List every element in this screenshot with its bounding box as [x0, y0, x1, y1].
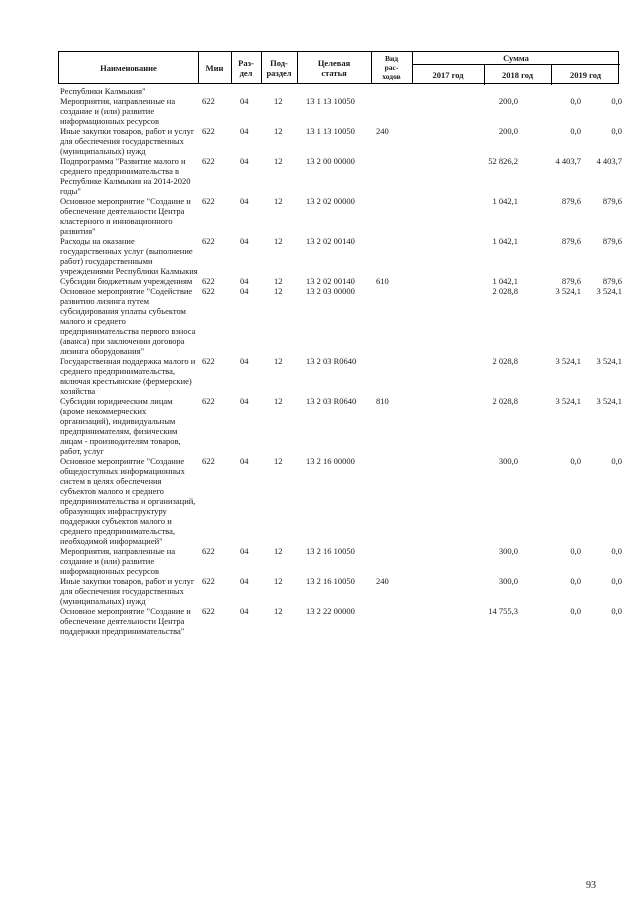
row-sum-2017: 200,0: [498, 96, 518, 106]
row-sum-2019: 0,0: [611, 576, 622, 586]
row-celevaya: 13 2 02 00000: [306, 196, 355, 206]
table-row: [60, 396, 620, 456]
row-razdel: 04: [240, 356, 249, 366]
row-sum-2019: 0,0: [611, 96, 622, 106]
row-name: Государственная поддержка малого и среднего предпринимательства, включая крестьянские (фермерские) хозяйства: [60, 356, 196, 396]
row-sum-2017: 2 028,8: [492, 356, 518, 366]
table-row: [60, 546, 620, 576]
row-sum-2018: 0,0: [570, 576, 581, 586]
header-2018: 2018 год: [501, 70, 534, 80]
row-name: Мероприятия, направленные на создание и (или) развитие информационных ресурсов: [60, 96, 176, 126]
row-sum-2019: 3 524,1: [596, 356, 622, 366]
row-celevaya: 13 2 02 00140: [306, 236, 355, 246]
row-sum-2018: 879,6: [561, 276, 581, 286]
row-sum-2017: 300,0: [498, 456, 518, 466]
row-sum-2017: 200,0: [498, 126, 518, 136]
row-sum-2018: 0,0: [570, 96, 581, 106]
row-min: 622: [202, 156, 215, 166]
table-row: [60, 606, 620, 636]
row-sum-2018: 4 403,7: [555, 156, 581, 166]
row-podrazdel: 12: [274, 156, 283, 166]
table-row: [60, 456, 620, 546]
row-razdel: 04: [240, 576, 249, 586]
row-podrazdel: 12: [274, 606, 283, 616]
row-razdel: 04: [240, 286, 249, 296]
table-row: [60, 576, 620, 606]
row-podrazdel: 12: [274, 96, 283, 106]
row-celevaya: 13 2 03 R0640: [306, 356, 357, 366]
row-sum-2019: 0,0: [611, 126, 622, 136]
row-name: Субсидии юридическим лицам (кроме некоммерческих организаций), индивидуальным предпринимателям, физическим лицам - производителям товаров, работ, услуг: [60, 396, 181, 456]
table-header: [58, 51, 619, 84]
table-row: [60, 276, 620, 286]
row-sum-2018: 0,0: [570, 126, 581, 136]
row-min: 622: [202, 96, 215, 106]
table-row: [60, 236, 620, 276]
row-celevaya: 13 2 02 00140: [306, 276, 355, 286]
row-sum-2019: 0,0: [611, 606, 622, 616]
row-vid: 240: [376, 576, 389, 586]
row-podrazdel: 12: [274, 236, 283, 246]
row-sum-2017: 300,0: [498, 546, 518, 556]
header-podrazdel: Под- раздел: [266, 57, 292, 78]
header-celevaya: Целевая статья: [317, 57, 351, 78]
row-celevaya: 13 2 00 00000: [306, 156, 355, 166]
row-razdel: 04: [240, 396, 249, 406]
header-razdel: Раз- дел: [238, 57, 254, 78]
header-name: Наименование: [100, 62, 157, 73]
row-min: 622: [202, 396, 215, 406]
row-sum-2017: 1 042,1: [492, 236, 518, 246]
row-sum-2019: 0,0: [611, 546, 622, 556]
row-sum-2018: 0,0: [570, 456, 581, 466]
header-2019: 2019 год: [569, 70, 602, 80]
row-razdel: 04: [240, 276, 249, 286]
row-sum-2017: 1 042,1: [492, 276, 518, 286]
row-celevaya: 13 1 13 10050: [306, 96, 355, 106]
row-sum-2019: 4 403,7: [596, 156, 622, 166]
row-min: 622: [202, 196, 215, 206]
row-vid: 810: [376, 396, 389, 406]
row-sum-2017: 14 755,3: [488, 606, 518, 616]
row-razdel: 04: [240, 196, 249, 206]
row-sum-2018: 0,0: [570, 606, 581, 616]
row-celevaya: 13 2 16 00000: [306, 456, 355, 466]
row-sum-2018: 879,6: [561, 196, 581, 206]
row-celevaya: 13 2 03 R0640: [306, 396, 357, 406]
table-row: [60, 126, 620, 156]
row-sum-2019: 879,6: [602, 236, 622, 246]
row-podrazdel: 12: [274, 286, 283, 296]
row-sum-2019: 3 524,1: [596, 396, 622, 406]
table-body: [60, 96, 620, 636]
row-sum-2019: 879,6: [602, 276, 622, 286]
row-sum-2019: 879,6: [602, 196, 622, 206]
page-number: 93: [586, 880, 596, 891]
row-name: Основное мероприятие "Создание и обеспечение деятельности Центра поддержки предпринимательства": [60, 606, 191, 636]
row-min: 622: [202, 126, 215, 136]
row-razdel: 04: [240, 546, 249, 556]
row-sum-2019: 0,0: [611, 456, 622, 466]
row-name: Основное мероприятие "Содействие развитию лизинга путем субсидирования уплаты субъектом малого и среднего предпринимательства первого взноса (аванса) при заключении договора лизинга оборудования": [60, 286, 196, 356]
row-celevaya: 13 1 13 10050: [306, 126, 355, 136]
row-sum-2018: 3 524,1: [555, 356, 581, 366]
row-podrazdel: 12: [274, 396, 283, 406]
header-summa: Сумма: [412, 52, 620, 65]
row-razdel: 04: [240, 156, 249, 166]
row-sum-2017: 1 042,1: [492, 196, 518, 206]
row-sum-2018: 3 524,1: [555, 396, 581, 406]
table-row: [60, 196, 620, 236]
row-name: Подпрограмма "Развитие малого и среднего предпринимательства в Республике Калмыкия на 2014-2020 годы": [60, 156, 191, 196]
row-razdel: 04: [240, 606, 249, 616]
row-vid: 240: [376, 126, 389, 136]
carry-over-text: Республики Калмыкия": [60, 86, 146, 96]
row-sum-2017: 52 826,2: [488, 156, 518, 166]
row-name: Основное мероприятие "Создание общедоступных информационных систем в целях обеспечения субъектов малого и среднего предпринимательства и организаций, образующих инфраструктуру поддержки субъектов малого и среднего предпринимательства, необходимой информацией": [60, 456, 196, 546]
row-sum-2017: 300,0: [498, 576, 518, 586]
row-celevaya: 13 2 16 10050: [306, 576, 355, 586]
row-sum-2018: 3 524,1: [555, 286, 581, 296]
row-vid: 610: [376, 276, 389, 286]
row-min: 622: [202, 286, 215, 296]
row-min: 622: [202, 276, 215, 286]
header-min: Мин: [205, 62, 224, 73]
row-name: Основное мероприятие "Создание и обеспечение деятельности Центра кластерного и инновационного развития": [60, 196, 191, 236]
row-celevaya: 13 2 22 00000: [306, 606, 355, 616]
row-podrazdel: 12: [274, 356, 283, 366]
row-min: 622: [202, 356, 215, 366]
row-name: Расходы на оказание государственных услуг (выполнение работ) государственными учреждениями Республики Калмыкия: [60, 236, 198, 276]
row-podrazdel: 12: [274, 196, 283, 206]
row-podrazdel: 12: [274, 546, 283, 556]
row-min: 622: [202, 606, 215, 616]
table-row: [60, 156, 620, 196]
row-sum-2017: 2 028,8: [492, 396, 518, 406]
row-podrazdel: 12: [274, 456, 283, 466]
row-name: Мероприятия, направленные на создание и (или) развитие информационных ресурсов: [60, 546, 176, 576]
header-2017: 2017 год: [432, 70, 464, 80]
row-celevaya: 13 2 16 10050: [306, 546, 355, 556]
row-podrazdel: 12: [274, 576, 283, 586]
row-podrazdel: 12: [274, 126, 283, 136]
header-vid: Вид рас- ходов: [382, 54, 401, 81]
row-sum-2018: 0,0: [570, 546, 581, 556]
row-podrazdel: 12: [274, 276, 283, 286]
row-min: 622: [202, 576, 215, 586]
row-sum-2019: 3 524,1: [596, 286, 622, 296]
row-sum-2017: 2 028,8: [492, 286, 518, 296]
table-row: [60, 356, 620, 396]
row-name: Субсидии бюджетным учреждениям: [60, 276, 193, 286]
row-min: 622: [202, 546, 215, 556]
row-name: Иные закупки товаров, работ и услуг для обеспечения государственных (муниципальных) нужд: [60, 126, 195, 156]
row-name: Иные закупки товаров, работ и услуг для обеспечения государственных (муниципальных) нужд: [60, 576, 195, 606]
row-razdel: 04: [240, 456, 249, 466]
row-min: 622: [202, 456, 215, 466]
row-celevaya: 13 2 03 00000: [306, 286, 355, 296]
row-razdel: 04: [240, 236, 249, 246]
row-razdel: 04: [240, 126, 249, 136]
row-razdel: 04: [240, 96, 249, 106]
table-row: [60, 286, 620, 356]
table-row: [60, 96, 620, 126]
row-min: 622: [202, 236, 215, 246]
row-sum-2018: 879,6: [561, 236, 581, 246]
